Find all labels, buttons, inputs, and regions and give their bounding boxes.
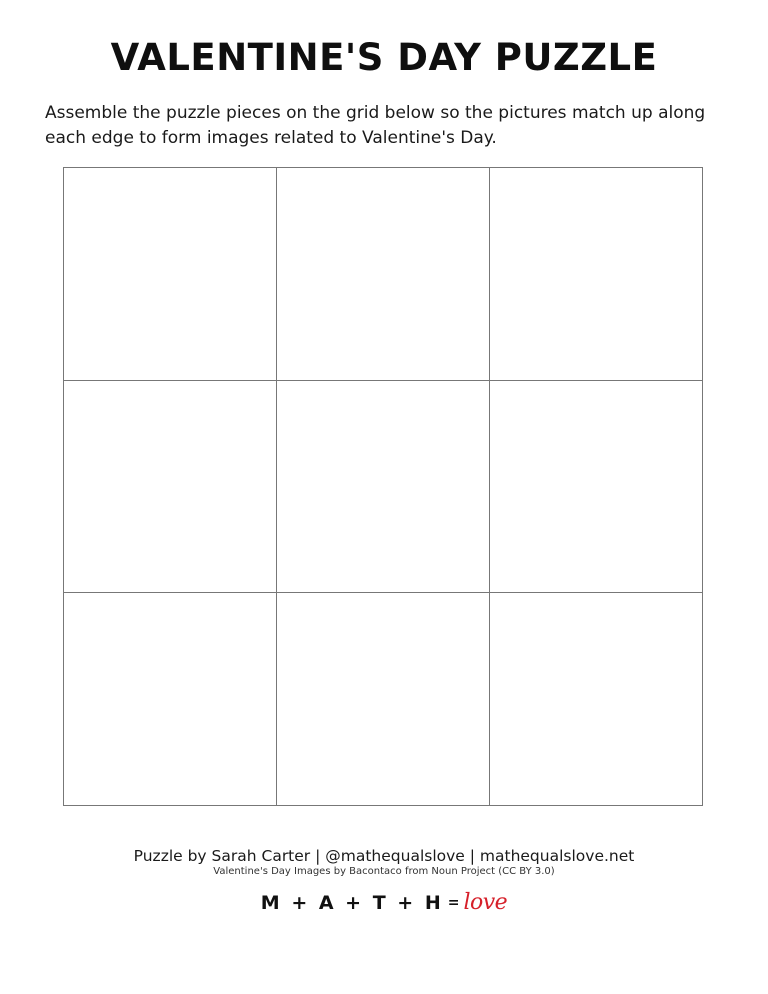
grid-cell-r2-c1 [64, 381, 277, 594]
image-credit: Valentine's Day Images by Bacontaco from Noun Project (CC BY 3.0) [213, 866, 555, 877]
logo-love-script: love [463, 890, 508, 915]
grid-cell-r3-c1 [64, 593, 277, 806]
grid-cell-r3-c2 [277, 593, 490, 806]
page-title: VALENTINE'S DAY PUZZLE [110, 36, 658, 79]
author-credit: Puzzle by Sarah Carter | @mathequalslove | mathequalslove.net [133, 847, 635, 865]
grid-cell-r2-c3 [490, 381, 703, 594]
grid-cell-r1-c3 [490, 168, 703, 381]
grid-cell-r1-c2 [277, 168, 490, 381]
grid-cell-r1-c1 [64, 168, 277, 381]
footer [0, 846, 768, 915]
grid-cell-r2-c2 [277, 381, 490, 594]
math-equals-love-logo [261, 890, 507, 915]
logo-equals: = [447, 894, 460, 911]
instructions: Assemble the puzzle pieces on the grid below so the pictures match up along each edge to form images related to Valentine's Day. [45, 103, 706, 148]
puzzle-grid [63, 167, 703, 806]
grid-cell-r3-c3 [490, 593, 703, 806]
logo-letters: M + A + T + H [260, 891, 442, 914]
